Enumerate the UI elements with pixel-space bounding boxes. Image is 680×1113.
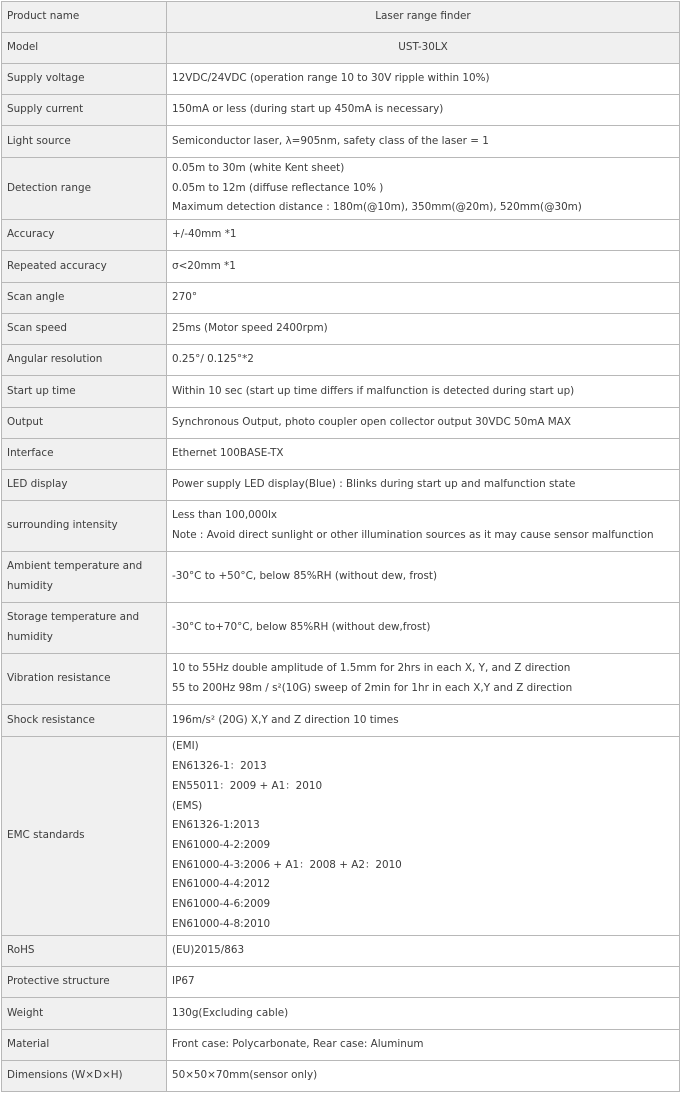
spec-value-line: Power supply LED display(Blue) : Blinks during start up and malfunction state — [172, 478, 576, 491]
spec-value — [167, 737, 680, 936]
spec-value-line: EN61000-4-6:2009 — [172, 898, 271, 911]
spec-value-line: +/-40mm *1 — [172, 228, 237, 241]
spec-label: Light source — [2, 126, 167, 158]
spec-label: Protective structure — [2, 967, 167, 998]
spec-row-vibration-resistance — [2, 654, 680, 705]
spec-value-line: 25ms (Motor speed 2400rpm) — [172, 322, 328, 335]
spec-label: Weight — [2, 998, 167, 1030]
spec-label: Interface — [2, 439, 167, 470]
spec-value-line: Note : Avoid direct sunlight or other illumination sources as it may cause sensor malfunction — [172, 529, 654, 541]
spec-value — [167, 251, 680, 283]
spec-label — [2, 552, 167, 603]
spec-label: Repeated accuracy — [2, 251, 167, 283]
spec-row-led-display — [2, 470, 680, 501]
spec-value-line: Less than 100,000lx — [172, 509, 278, 522]
spec-row-protective-structure — [2, 967, 680, 998]
spec-value — [167, 220, 680, 251]
spec-label: Angular resolution — [2, 345, 167, 376]
spec-table — [1, 1, 680, 1092]
spec-value-line: EN61000-4-4:2012 — [172, 878, 271, 891]
spec-row-product-name — [2, 2, 680, 33]
spec-row-ambient-temperature-and-humidity — [2, 552, 680, 603]
spec-label — [2, 603, 167, 654]
spec-row-scan-angle — [2, 283, 680, 314]
spec-value-line: 0.05m to 30m (white Kent sheet) — [172, 161, 345, 174]
spec-label: Start up time — [2, 376, 167, 408]
spec-value — [167, 345, 680, 376]
spec-row-shock-resistance — [2, 705, 680, 737]
spec-label: Shock resistance — [2, 705, 167, 737]
spec-value-line: Synchronous Output, photo coupler open collector output 30VDC 50mA MAX — [172, 416, 571, 429]
spec-value — [167, 705, 680, 737]
spec-label: Material — [2, 1030, 167, 1061]
spec-row-start-up-time — [2, 376, 680, 408]
spec-value-line: σ<20mm *1 — [172, 259, 236, 272]
spec-row-angular-resolution — [2, 345, 680, 376]
spec-value — [167, 552, 680, 603]
spec-value — [167, 936, 680, 967]
spec-value — [167, 501, 680, 552]
spec-row-detection-range — [2, 158, 680, 220]
spec-value — [167, 64, 680, 95]
spec-value — [167, 2, 680, 33]
spec-value — [167, 654, 680, 705]
spec-value-line: Within 10 sec (start up time differs if malfunction is detected during start up) — [172, 384, 575, 397]
spec-row-accuracy — [2, 220, 680, 251]
spec-label: Dimensions (W×D×H) — [2, 1061, 167, 1092]
spec-row-interface — [2, 439, 680, 470]
spec-label-line: humidity — [7, 631, 53, 643]
spec-value-line: Ethernet 100BASE-TX — [172, 447, 284, 460]
spec-row-light-source — [2, 126, 680, 158]
spec-value-line: (EU)2015/863 — [172, 944, 245, 957]
spec-value — [167, 1061, 680, 1092]
spec-row-dimensions-w-d-h — [2, 1061, 680, 1092]
spec-label: Detection range — [2, 158, 167, 220]
spec-value-line: EN61326-1：2013 — [172, 760, 267, 773]
spec-value-line: 12VDC/24VDC (operation range 10 to 30V ripple within 10%) — [172, 72, 490, 85]
spec-value-line: 150mA or less (during start up 450mA is necessary) — [172, 103, 444, 116]
spec-label: RoHS — [2, 936, 167, 967]
spec-label: Vibration resistance — [2, 654, 167, 705]
spec-label: LED display — [2, 470, 167, 501]
spec-value-line: EN61000-4-2:2009 — [172, 839, 271, 851]
spec-value-line: Front case: Polycarbonate, Rear case: Aluminum — [172, 1038, 424, 1051]
spec-value-line: Semiconductor laser, λ=905nm, safety class of the laser = 1 — [172, 134, 489, 147]
spec-value — [167, 126, 680, 158]
spec-value — [167, 314, 680, 345]
spec-value — [167, 967, 680, 998]
spec-label: Scan angle — [2, 283, 167, 314]
spec-value-line: 0.25°/ 0.125°*2 — [172, 353, 254, 366]
spec-value — [167, 1030, 680, 1061]
spec-value-line: 55 to 200Hz 98m / s²(10G) sweep of 2min for 1hr in each X,Y and Z direction — [172, 682, 573, 694]
spec-row-weight — [2, 998, 680, 1030]
spec-value — [167, 95, 680, 126]
spec-label: Accuracy — [2, 220, 167, 251]
spec-value-line: UST-30LX — [398, 41, 448, 54]
spec-label: Model — [2, 33, 167, 64]
spec-row-supply-current — [2, 95, 680, 126]
spec-label: EMC standards — [2, 737, 167, 936]
spec-row-surrounding-intensity — [2, 501, 680, 552]
spec-label: Output — [2, 408, 167, 439]
spec-value-line: -30°C to+70°C, below 85%RH (without dew,frost) — [172, 621, 431, 634]
spec-row-supply-voltage — [2, 64, 680, 95]
spec-value-line: 50×50×70mm(sensor only) — [172, 1069, 318, 1082]
spec-label: Supply voltage — [2, 64, 167, 95]
spec-label-line: Ambient temperature and — [7, 560, 143, 573]
spec-label: Supply current — [2, 95, 167, 126]
spec-row-output — [2, 408, 680, 439]
spec-value-line: 0.05m to 12m (diffuse reflectance 10% ) — [172, 181, 384, 194]
spec-value-line: (EMS) — [172, 799, 203, 812]
spec-table-body — [2, 2, 680, 1092]
spec-row-storage-temperature-and-humidity — [2, 603, 680, 654]
spec-value — [167, 283, 680, 314]
spec-value-line: 270° — [172, 291, 198, 304]
spec-label-line: Storage temperature and — [7, 611, 140, 624]
spec-value-line: (EMI) — [172, 740, 199, 753]
spec-value-line: 130g(Excluding cable) — [172, 1006, 289, 1019]
spec-value-line: EN61000-4-8:2010 — [172, 917, 271, 930]
spec-value — [167, 376, 680, 408]
spec-value — [167, 603, 680, 654]
spec-value — [167, 158, 680, 220]
spec-row-emc-standards — [2, 737, 680, 936]
spec-label: Scan speed — [2, 314, 167, 345]
spec-label: Product name — [2, 2, 167, 33]
spec-value-line: 10 to 55Hz double amplitude of 1.5mm for 2hrs in each X, Y, and Z direction — [172, 662, 571, 675]
spec-value-line: Maximum detection distance : 180m(@10m), 350mm(@20m), 520mm(@30m) — [172, 201, 582, 214]
spec-value-line: 196m/s² (20G) X,Y and Z direction 10 times — [172, 713, 399, 726]
spec-row-repeated-accuracy — [2, 251, 680, 283]
spec-value-line: Laser range finder — [375, 10, 471, 23]
spec-value-line: EN61000-4-3:2006 + A1：2008 + A2：2010 — [172, 858, 402, 871]
spec-row-material — [2, 1030, 680, 1061]
spec-value — [167, 33, 680, 64]
spec-value — [167, 998, 680, 1030]
spec-value — [167, 439, 680, 470]
spec-row-model — [2, 33, 680, 64]
spec-label: surrounding intensity — [2, 501, 167, 552]
spec-value — [167, 408, 680, 439]
spec-value-line: EN55011：2009 + A1：2010 — [172, 779, 323, 792]
spec-row-rohs — [2, 936, 680, 967]
spec-label-line: humidity — [7, 580, 53, 592]
spec-row-scan-speed — [2, 314, 680, 345]
spec-value — [167, 470, 680, 501]
spec-value-line: EN61326-1:2013 — [172, 819, 260, 832]
spec-value-line: IP67 — [172, 975, 195, 988]
spec-value-line: -30°C to +50°C, below 85%RH (without dew, frost) — [172, 570, 438, 583]
